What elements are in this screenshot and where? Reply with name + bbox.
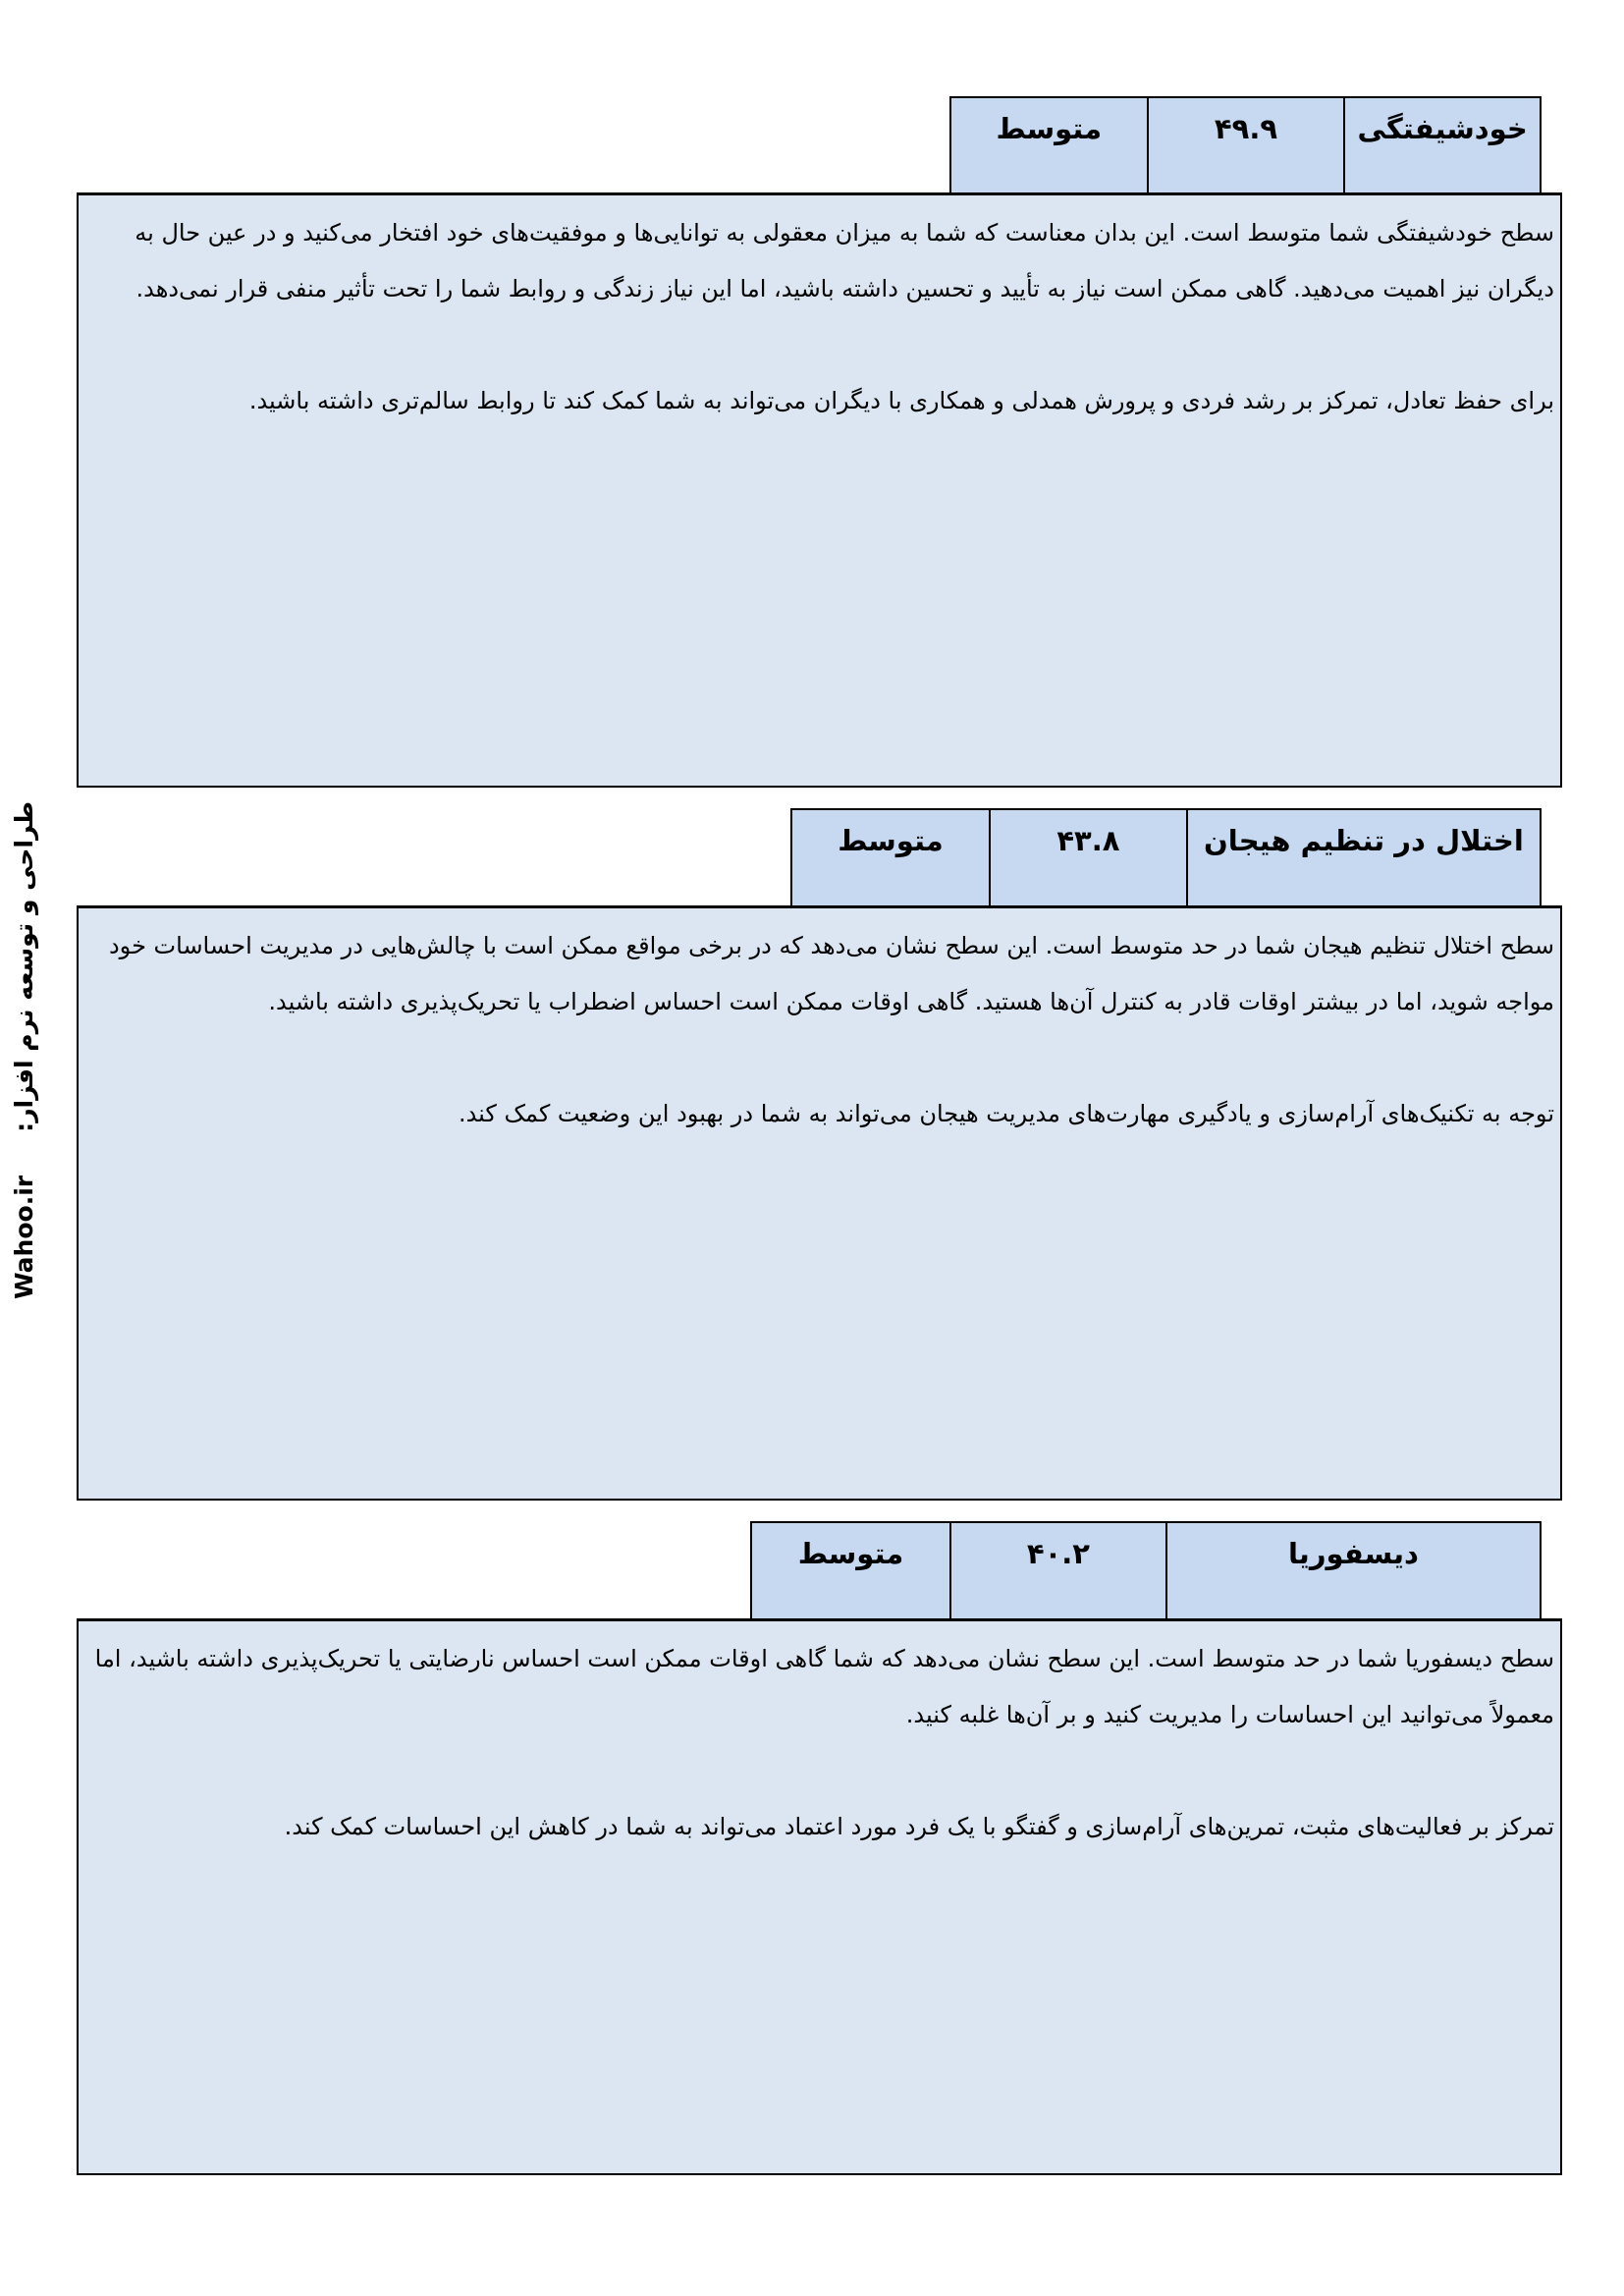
section-description-narcissism	[77, 192, 1562, 788]
trait-title: خودشیفتگی	[1343, 98, 1540, 192]
trait-title: دیسفوریا	[1165, 1523, 1540, 1618]
section-description-emotion-dysregulation	[77, 905, 1562, 1501]
description-paragraph: برای حفظ تعادل، تمرکز بر رشد فردی و پرورش همدلی و همکاری با دیگران می‌تواند به شما کمک کند تا روابط سالم‌تری داشته باشید.	[248, 387, 1554, 414]
trait-level: متوسط	[792, 810, 989, 905]
trait-level: متوسط	[951, 98, 1147, 192]
section-header-narcissism	[949, 96, 1542, 192]
description-paragraph: سطح خودشیفتگی شما متوسط است. این بدان معناست که شما به میزان معقولی به توانایی‌ها و موفقیت‌های خود افتخار می‌کنید و در عین حال به دیگران نیز اهمیت می‌دهید. گاهی ممکن است نیاز به تأیید و تحسین داشته باشید، اما این نیاز زندگی و روابط شما را تحت تأثیر منفی قرار نمی‌دهد.	[135, 219, 1554, 302]
description-paragraph: سطح اختلال تنظیم هیجان شما در حد متوسط است. این سطح نشان می‌دهد که در برخی مواقع ممکن است با چالش‌هایی در مدیریت احساسات خود مواجه شوید، اما در بیشتر اوقات قادر به کنترل آن‌ها هستید. گاهی اوقات ممکن است احساس اضطراب یا تحریک‌پذیری داشته باشید.	[108, 932, 1554, 1015]
description-paragraph: سطح دیسفوریا شما در حد متوسط است. این سطح نشان می‌دهد که شما گاهی اوقات ممکن است احساس نارضایتی یا تحریک‌پذیری داشته باشید، اما معمولاً می‌توانید این احساسات را مدیریت کنید و بر آن‌ها غلبه کنید.	[94, 1645, 1554, 1728]
trait-score: ۴۳.۸	[989, 810, 1186, 905]
credit-site: Wahoo.ir	[10, 1175, 38, 1299]
section-description-dysphoria	[77, 1618, 1562, 2175]
description-paragraph: توجه به تکنیک‌های آرام‌سازی و یادگیری مهارت‌های مدیریت هیجان می‌تواند به شما در بهبود این وضعیت کمک کند.	[458, 1100, 1554, 1127]
description-paragraph: تمرکز بر فعالیت‌های مثبت، تمرین‌های آرام‌سازی و گفتگو با یک فرد مورد اعتماد می‌تواند به شما در کاهش این احساسات کمک کند.	[284, 1813, 1554, 1840]
section-header-dysphoria	[750, 1521, 1542, 1618]
side-credit	[10, 801, 38, 1299]
trait-level: متوسط	[752, 1523, 949, 1618]
section-header-emotion-dysregulation	[790, 808, 1542, 905]
trait-score: ۴۰.۲	[949, 1523, 1165, 1618]
trait-score: ۴۹.۹	[1147, 98, 1344, 192]
trait-title: اختلال در تنظیم هیجان	[1186, 810, 1540, 905]
credit-label: طراحی و توسعه نرم افزار:	[10, 800, 38, 1132]
